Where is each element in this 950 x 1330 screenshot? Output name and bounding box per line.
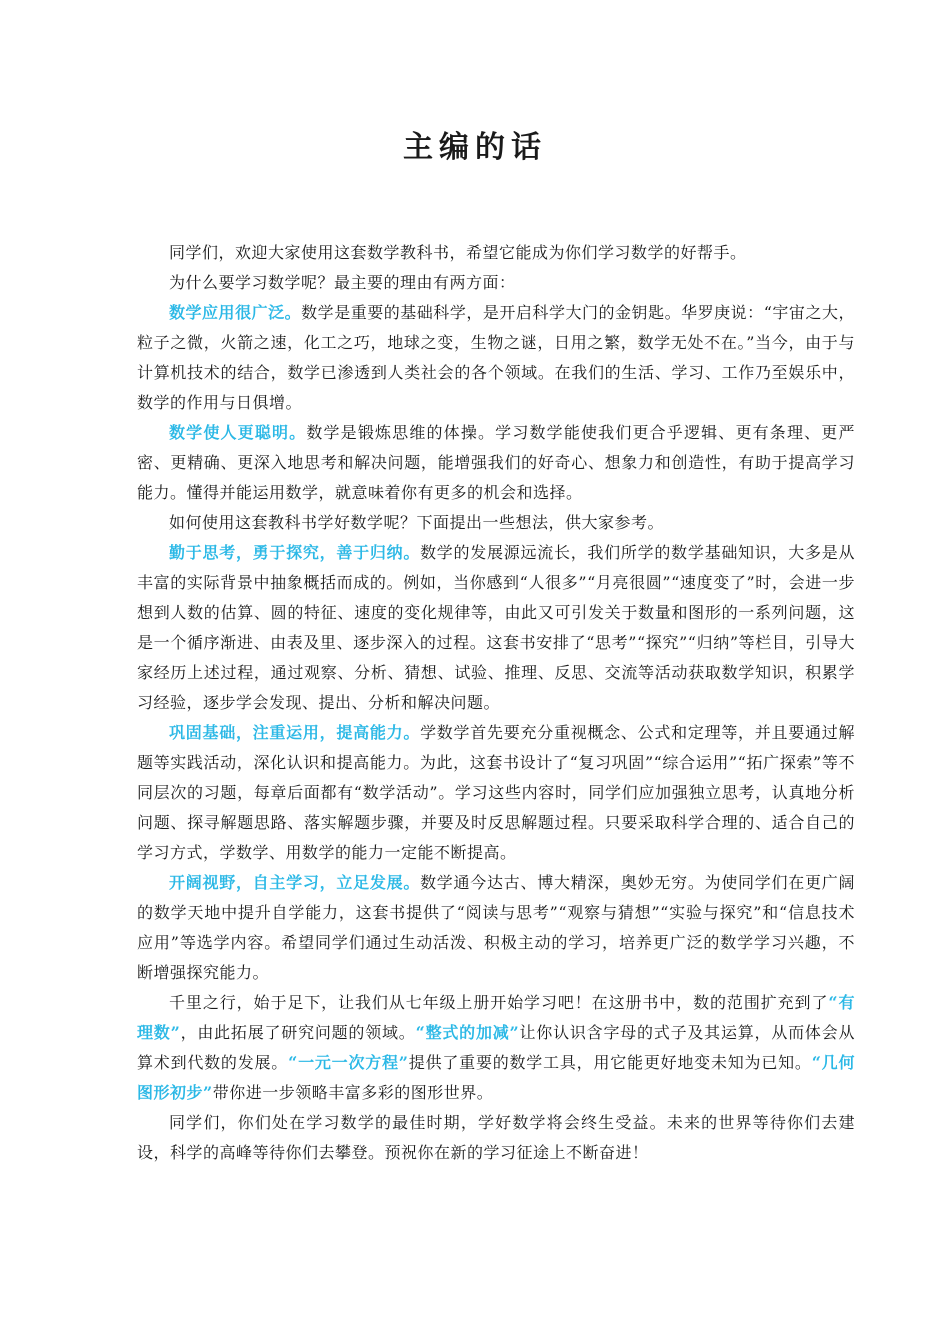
paragraph-text: 数学通今达古、博大精深，奥妙无穷。为使同学们在更广阔的数学天地中提升自学能力，这套书提供了“阅读与思考”“观察与猜想”“实验与探究”和“信息技术应用”等选学内容。希望同学们通过生动活泼、积极主动的学习，培养更广泛的数学学习兴趣，不断增强探究能力。 bbox=[137, 873, 855, 982]
paragraph-text: 提供了重要的数学工具，用它能更好地变未知为已知。 bbox=[408, 1053, 812, 1072]
highlighted-phrase: “一元一次方程” bbox=[288, 1053, 409, 1072]
page-title: 主编的话 bbox=[403, 130, 547, 165]
paragraph-text: 千里之行，始于足下，让我们从七年级上册开始学习吧！在这册书中，数的范围扩充到了 bbox=[169, 993, 829, 1012]
highlighted-phrase: “整式的加减” bbox=[415, 1023, 520, 1042]
paragraph-text: 带你进一步领略丰富多彩的图形世界。 bbox=[212, 1083, 494, 1102]
paragraph-idea-3 bbox=[137, 868, 855, 988]
highlighted-phrase: “几何图形初步” bbox=[137, 1053, 855, 1102]
paragraph-why bbox=[137, 268, 855, 298]
paragraph-idea-1 bbox=[137, 538, 855, 718]
highlighted-phrase: 开阔视野，自主学习，立足发展。 bbox=[169, 873, 421, 892]
paragraph-reason-2 bbox=[137, 418, 855, 508]
paragraph-text: 同学们，欢迎大家使用这套数学教科书，希望它能成为你们学习数学的好帮手。 bbox=[169, 243, 747, 262]
paragraph-text: 学数学首先要充分重视概念、公式和定理等，并且要通过解题等实践活动，深化认识和提高能力。为此，这套书设计了“复习巩固”“综合运用”“拓广探索”等不同层次的习题，每章后面都有“数学活动”。学习这些内容时，同学们应加强独立思考，认真地分析问题、探寻解题思路、落实解题步骤，并要及时反思解题过程。只要采取科学合理的、适合自己的学习方式，学数学、用数学的能力一定能不断提高。 bbox=[137, 723, 855, 862]
paragraph-idea-2 bbox=[137, 718, 855, 868]
paragraph-reason-1 bbox=[137, 298, 855, 418]
paragraph-this-book bbox=[137, 988, 855, 1108]
paragraph-text: 同学们，你们处在学习数学的最佳时期，学好数学将会终生受益。未来的世界等待你们去建设，科学的高峰等待你们去攀登。预祝你在新的学习征途上不断奋进！ bbox=[137, 1113, 855, 1162]
paragraph-how bbox=[137, 508, 855, 538]
highlighted-phrase: 数学使人更聪明。 bbox=[169, 423, 307, 442]
paragraph-welcome bbox=[137, 238, 855, 268]
document-body bbox=[137, 238, 855, 1168]
highlighted-phrase: 数学应用很广泛。 bbox=[169, 303, 302, 322]
paragraph-text: 如何使用这套教科书学好数学呢？下面提出一些想法，供大家参考。 bbox=[169, 513, 665, 532]
highlighted-phrase: “有理数” bbox=[137, 993, 855, 1042]
paragraph-text: 数学是锻炼思维的体操。学习数学能使我们更合乎逻辑、更有条理、更严密、更精确、更深入地思考和解决问题，能增强我们的好奇心、想象力和创造性，有助于提高学习能力。懂得并能运用数学，就意味着你有更多的机会和选择。 bbox=[137, 423, 855, 502]
paragraph-text: 数学是重要的基础科学，是开启科学大门的金钥匙。华罗庚说：“宇宙之大，粒子之微，火箭之速，化工之巧，地球之变，生物之谜，日用之繁，数学无处不在。”当今，由于与计算机技术的结合，数学已渗透到人类社会的各个领域。在我们的生活、学习、工作乃至娱乐中，数学的作用与日俱增。 bbox=[137, 303, 855, 412]
paragraph-text: 为什么要学习数学呢？最主要的理由有两方面： bbox=[169, 273, 516, 292]
highlighted-phrase: 勤于思考，勇于探究，善于归纳。 bbox=[169, 543, 421, 562]
highlighted-phrase: 巩固基础，注重运用，提高能力。 bbox=[169, 723, 421, 742]
paragraph-text: 数学的发展源远流长，我们所学的数学基础知识，大多是从丰富的实际背景中抽象概括而成的。例如，当你感到“人很多”“月亮很圆”“速度变了”时，会进一步想到人数的估算、圆的特征、速度的变化规律等，由此又可引发关于数量和图形的一系列问题，这是一个循序渐进、由表及里、逐步深入的过程。这套书安排了“思考”“探究”“归纳”等栏目，引导大家经历上述过程，通过观察、分析、猜想、试验、推理、反思、交流等活动获取数学知识，积累学习经验，逐步学会发现、提出、分析和解决问题。 bbox=[137, 543, 855, 712]
paragraph-closing bbox=[137, 1108, 855, 1168]
paragraph-text: 让你认识含字母的式子及其运算，从而体会从算术到代数的发展。 bbox=[137, 1023, 855, 1072]
paragraph-text: ，由此拓展了研究问题的领域。 bbox=[180, 1023, 416, 1042]
